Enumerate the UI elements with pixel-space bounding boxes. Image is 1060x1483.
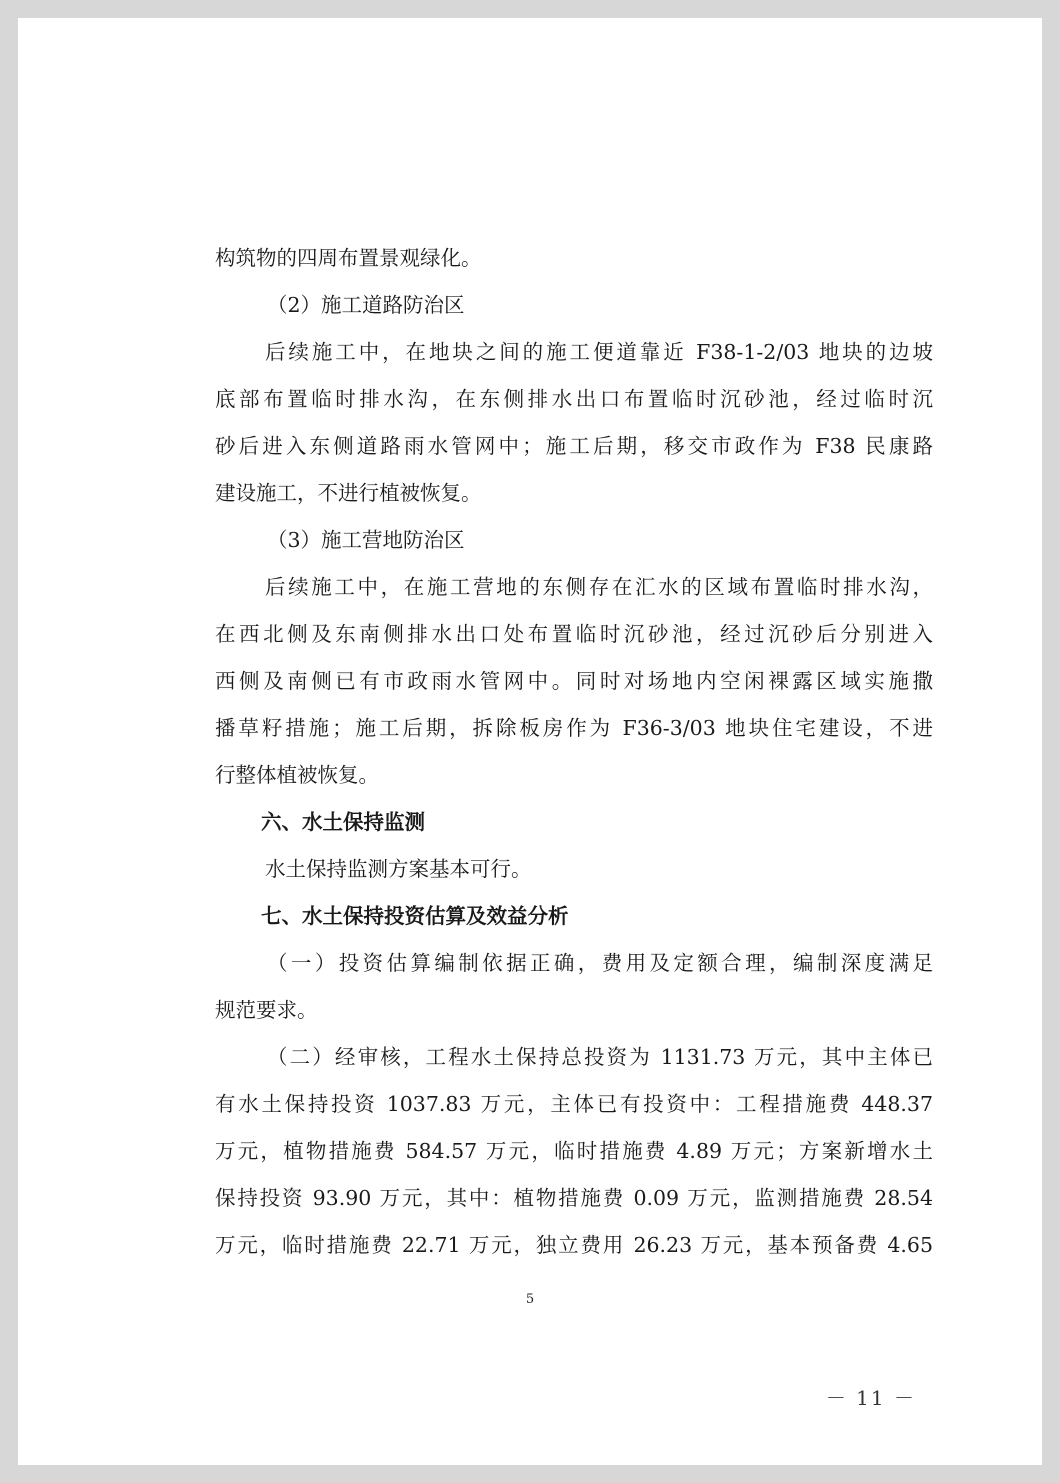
paragraph-line: 在西北侧及东南侧排水出口处布置临时沉砂池，经过沉砂后分别进入: [215, 622, 933, 646]
paragraph-line: 砂后进入东侧道路雨水管网中；施工后期，移交市政作为 F38 民康路: [215, 434, 933, 458]
sub-page-number: 5: [525, 1292, 535, 1307]
section-heading-monitoring: 六、水土保持监测: [261, 810, 425, 834]
paragraph-line: 万元，临时措施费 22.71 万元，独立费用 26.23 万元，基本预备费 4.65: [215, 1233, 933, 1257]
paragraph-line: 保持投资 93.90 万元，其中：植物措施费 0.09 万元，监测措施费 28.54: [215, 1186, 933, 1210]
paragraph-line: 有水土保持投资 1037.83 万元，主体已有投资中：工程措施费 448.37: [215, 1092, 933, 1116]
paragraph-line: 后续施工中，在施工营地的东侧存在汇水的区域布置临时排水沟，: [265, 575, 933, 599]
section-heading-investment: 七、水土保持投资估算及效益分析: [261, 904, 569, 928]
paragraph-line: 建设施工，不进行植被恢复。: [215, 481, 482, 505]
paragraph-line: 行整体植被恢复。: [215, 763, 379, 787]
paragraph-line: 规范要求。: [215, 998, 318, 1022]
paragraph-line: （一）投资估算编制依据正确，费用及定额合理，编制深度满足: [267, 951, 933, 975]
paragraph-line: 西侧及南侧已有市政雨水管网中。同时对场地内空闲裸露区域实施撒: [215, 669, 933, 693]
paragraph-line: 播草籽措施；施工后期，拆除板房作为 F36-3/03 地块住宅建设，不进: [215, 716, 933, 740]
section-subtitle: （2）施工道路防治区: [267, 293, 465, 317]
paragraph-line: 底部布置临时排水沟，在东侧排水出口布置临时沉砂池，经过临时沉: [215, 387, 933, 411]
paragraph-line: 万元，植物措施费 584.57 万元，临时措施费 4.89 万元；方案新增水土: [215, 1139, 933, 1163]
page-number: － 11 －: [825, 1386, 916, 1410]
paragraph-line: 构筑物的四周布置景观绿化。: [215, 246, 482, 270]
document-body: [215, 238, 933, 1272]
document-page: [18, 18, 1042, 1465]
section-subtitle: （3）施工营地防治区: [267, 528, 465, 552]
paragraph-line: （二）经审核，工程水土保持总投资为 1131.73 万元，其中主体已: [267, 1045, 933, 1069]
paragraph-line: 后续施工中，在地块之间的施工便道靠近 F38-1-2/03 地块的边坡: [265, 340, 933, 364]
paragraph-line: 水土保持监测方案基本可行。: [265, 857, 532, 881]
